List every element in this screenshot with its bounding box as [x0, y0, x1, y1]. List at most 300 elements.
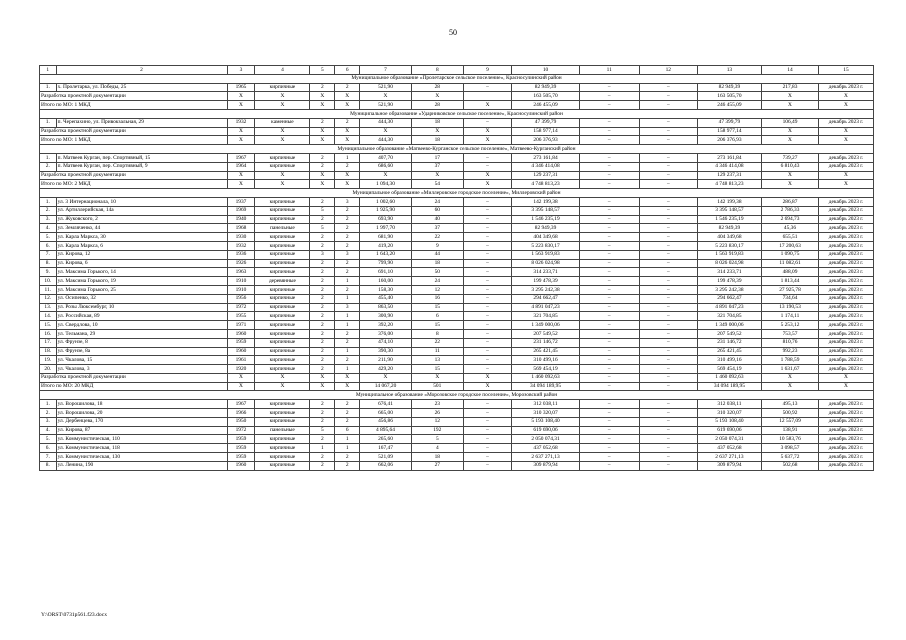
- table-cell: 2: [310, 356, 335, 365]
- table-cell: каменные: [255, 118, 310, 127]
- table-row: [40, 224, 874, 233]
- table-cell: 37: [411, 224, 463, 233]
- design-docs-value: X: [818, 127, 873, 136]
- table-cell: 2.: [40, 206, 57, 215]
- table-cell: 1960: [227, 347, 255, 356]
- table-cell: –: [463, 356, 512, 365]
- table-cell: 1960: [227, 461, 255, 470]
- design-docs-row: [40, 373, 874, 382]
- design-docs-value: X: [411, 171, 463, 180]
- table-cell: 2: [335, 338, 360, 347]
- table-cell: 5 193 108,40: [512, 417, 579, 426]
- table-cell: 1961: [227, 356, 255, 365]
- table-cell: 12 557,09: [762, 417, 819, 426]
- table-cell: декабрь 2023 г.: [818, 241, 873, 250]
- total-value: 206 376,93: [697, 136, 761, 145]
- total-value: X: [762, 382, 819, 391]
- total-value: –: [579, 136, 639, 145]
- table-cell: декабрь 2023 г.: [818, 303, 873, 312]
- table-cell: 17: [411, 153, 463, 162]
- table-cell: –: [463, 268, 512, 277]
- table-cell: 7.: [40, 250, 57, 259]
- table-cell: 1: [335, 435, 360, 444]
- table-cell: –: [463, 321, 512, 330]
- table-cell: –: [463, 294, 512, 303]
- table-cell: 9.: [40, 268, 57, 277]
- table-cell: кирпичные: [255, 435, 310, 444]
- address-cell: ул. Чкалова, 15: [56, 356, 227, 365]
- design-docs-value: X: [360, 127, 412, 136]
- total-value: X: [227, 382, 255, 391]
- total-value: X: [255, 180, 310, 189]
- table-cell: –: [463, 277, 512, 286]
- address-cell: ул. Земляченко, 44: [56, 224, 227, 233]
- table-cell: –: [639, 356, 697, 365]
- table-cell: 28: [411, 83, 463, 92]
- address-cell: ул. Кирова, 12: [56, 250, 227, 259]
- table-cell: 3 295 242,38: [512, 285, 579, 294]
- design-docs-value: X: [310, 92, 335, 101]
- table-cell: 82 949,39: [697, 83, 761, 92]
- section-title: Муниципальное образование «Миллеровское городское поселение», Миллеровский район: [40, 189, 874, 198]
- table-cell: –: [463, 285, 512, 294]
- table-cell: 1.: [40, 400, 57, 409]
- table-cell: –: [463, 215, 512, 224]
- design-docs-value: –: [579, 92, 639, 101]
- table-cell: 4 891 047,23: [512, 303, 579, 312]
- table-cell: 2: [310, 162, 335, 171]
- table-cell: 10.: [40, 277, 57, 286]
- table-cell: кирпичные: [255, 285, 310, 294]
- table-cell: –: [579, 233, 639, 242]
- table-cell: 312 038,11: [697, 400, 761, 409]
- table-cell: 8.: [40, 259, 57, 268]
- table-cell: 18: [411, 118, 463, 127]
- table-cell: 2 050 074,31: [697, 435, 761, 444]
- table-cell: 1 925,90: [360, 206, 412, 215]
- table-cell: 207 549,52: [697, 329, 761, 338]
- table-cell: –: [579, 409, 639, 418]
- table-cell: 2: [335, 83, 360, 92]
- table-cell: –: [639, 241, 697, 250]
- table-row: [40, 118, 874, 127]
- table-cell: 286,87: [762, 197, 819, 206]
- table-row: [40, 453, 874, 462]
- table-row: [40, 268, 874, 277]
- table-cell: 47 399,79: [697, 118, 761, 127]
- design-docs-value: X: [227, 373, 255, 382]
- total-value: 34 094 189,95: [512, 382, 579, 391]
- table-cell: 456,86: [360, 417, 412, 426]
- design-docs-value: X: [411, 373, 463, 382]
- table-cell: декабрь 2023 г.: [818, 347, 873, 356]
- section-title: Муниципальное образование «Морозовское городское поселение», Морозовский район: [40, 391, 874, 400]
- table-cell: 2: [310, 409, 335, 418]
- table-cell: –: [639, 365, 697, 374]
- table-cell: декабрь 2023 г.: [818, 224, 873, 233]
- table-cell: 158,30: [360, 285, 412, 294]
- table-cell: 2: [310, 400, 335, 409]
- table-cell: 142 199,38: [697, 197, 761, 206]
- table-cell: 2: [335, 259, 360, 268]
- table-cell: 2: [310, 285, 335, 294]
- table-cell: 17 200,63: [762, 241, 819, 250]
- table-cell: –: [463, 338, 512, 347]
- total-value: X: [255, 382, 310, 391]
- table-cell: 734,64: [762, 294, 819, 303]
- total-value: –: [639, 136, 697, 145]
- table-cell: 211,90: [360, 356, 412, 365]
- table-cell: 2: [310, 118, 335, 127]
- table-cell: 681,90: [360, 233, 412, 242]
- table-cell: 2: [335, 417, 360, 426]
- table-cell: декабрь 2023 г.: [818, 365, 873, 374]
- table-cell: 23: [411, 400, 463, 409]
- table-cell: 82 949,39: [512, 83, 579, 92]
- table-cell: –: [579, 347, 639, 356]
- table-cell: кирпичные: [255, 329, 310, 338]
- table-cell: 3: [335, 303, 360, 312]
- table-cell: 1.: [40, 153, 57, 162]
- table-cell: 655,51: [762, 233, 819, 242]
- section-header-row: [40, 74, 874, 83]
- total-value: X: [463, 136, 512, 145]
- table-cell: кирпичные: [255, 417, 310, 426]
- table-cell: 2: [310, 197, 335, 206]
- table-cell: 4 895,64: [360, 426, 412, 435]
- table-cell: –: [463, 259, 512, 268]
- table-cell: декабрь 2023 г.: [818, 250, 873, 259]
- table-cell: 2: [310, 347, 335, 356]
- design-docs-value: X: [335, 373, 360, 382]
- design-docs-value: X: [762, 373, 819, 382]
- table-cell: 569 454,19: [512, 365, 579, 374]
- table-cell: –: [579, 338, 639, 347]
- design-docs-row: [40, 127, 874, 136]
- table-cell: 4.: [40, 426, 57, 435]
- design-docs-value: X: [335, 127, 360, 136]
- table-cell: 376,00: [360, 329, 412, 338]
- table-cell: 500,92: [762, 409, 819, 418]
- table-cell: 47 399,79: [512, 118, 579, 127]
- table-cell: –: [579, 321, 639, 330]
- table-cell: 10 583,76: [762, 435, 819, 444]
- table-cell: 50: [411, 268, 463, 277]
- table-cell: 1: [335, 321, 360, 330]
- design-docs-value: –: [639, 373, 697, 382]
- table-cell: 2: [335, 356, 360, 365]
- total-value: 521,90: [360, 101, 412, 110]
- table-cell: 665,00: [360, 409, 412, 418]
- table-cell: 1968: [227, 224, 255, 233]
- table-cell: 27 925,78: [762, 285, 819, 294]
- table-cell: 2 694,73: [762, 215, 819, 224]
- table-row: [40, 409, 874, 418]
- table-cell: кирпичные: [255, 347, 310, 356]
- table-cell: 1967: [227, 400, 255, 409]
- table-cell: декабрь 2023 г.: [818, 444, 873, 453]
- table-cell: кирпичные: [255, 215, 310, 224]
- table-cell: 4.: [40, 224, 57, 233]
- address-cell: ул. Коммунистическая, 130: [56, 453, 227, 462]
- table-cell: 429,20: [360, 365, 412, 374]
- table-cell: 309 879,94: [512, 461, 579, 470]
- table-cell: 310 499,16: [697, 356, 761, 365]
- table-cell: –: [639, 215, 697, 224]
- table-cell: 1: [335, 444, 360, 453]
- table-cell: 992,23: [762, 347, 819, 356]
- table-cell: 321 704,85: [512, 312, 579, 321]
- table-cell: 24: [411, 197, 463, 206]
- total-value: X: [818, 382, 873, 391]
- table-cell: 1 349 000,06: [512, 321, 579, 330]
- design-docs-value: 1 460 092,63: [697, 373, 761, 382]
- table-cell: 1 174,11: [762, 312, 819, 321]
- design-docs-value: –: [579, 171, 639, 180]
- table-cell: 6.: [40, 241, 57, 250]
- table-cell: –: [579, 444, 639, 453]
- table-cell: 2: [310, 321, 335, 330]
- table-cell: –: [639, 453, 697, 462]
- table-cell: декабрь 2023 г.: [818, 461, 873, 470]
- table-cell: 6 810,43: [762, 162, 819, 171]
- column-number: 11: [579, 66, 639, 75]
- column-number: 3: [227, 66, 255, 75]
- table-cell: –: [579, 250, 639, 259]
- design-docs-value: X: [463, 171, 512, 180]
- table-cell: кирпичные: [255, 268, 310, 277]
- table-cell: 8: [411, 329, 463, 338]
- table-cell: 1920: [227, 365, 255, 374]
- table-cell: 2: [310, 233, 335, 242]
- table-cell: 2: [335, 461, 360, 470]
- table-cell: –: [639, 435, 697, 444]
- table-cell: 37: [411, 162, 463, 171]
- table-cell: 619 690,06: [697, 426, 761, 435]
- table-cell: 676,41: [360, 400, 412, 409]
- table-cell: –: [579, 83, 639, 92]
- table-cell: 392,20: [360, 321, 412, 330]
- design-docs-value: 1 460 092,63: [512, 373, 579, 382]
- column-number: 9: [463, 66, 512, 75]
- table-cell: –: [639, 206, 697, 215]
- table-row: [40, 356, 874, 365]
- table-cell: 1950: [227, 417, 255, 426]
- table-cell: –: [463, 224, 512, 233]
- table-cell: –: [639, 250, 697, 259]
- design-docs-value: X: [762, 127, 819, 136]
- table-cell: –: [639, 285, 697, 294]
- total-value: 28: [411, 101, 463, 110]
- table-cell: –: [639, 197, 697, 206]
- table-row: [40, 400, 874, 409]
- table-cell: 13: [411, 356, 463, 365]
- table-cell: 1930: [227, 233, 255, 242]
- total-value: –: [579, 382, 639, 391]
- table-cell: декабрь 2023 г.: [818, 268, 873, 277]
- table-cell: –: [579, 162, 639, 171]
- table-cell: 1956: [227, 294, 255, 303]
- table-cell: кирпичные: [255, 303, 310, 312]
- table-cell: 1926: [227, 259, 255, 268]
- section-header-row: [40, 109, 874, 118]
- section-header-row: [40, 189, 874, 198]
- table-cell: 310 499,16: [512, 356, 579, 365]
- table-row: [40, 241, 874, 250]
- address-cell: х. Пролетарка, ул. Победы, 25: [56, 83, 227, 92]
- table-cell: 1 813,44: [762, 277, 819, 286]
- design-docs-value: X: [411, 127, 463, 136]
- table-cell: 2: [310, 294, 335, 303]
- table-cell: декабрь 2023 г.: [818, 312, 873, 321]
- table-cell: 13 190,53: [762, 303, 819, 312]
- design-docs-value: X: [411, 92, 463, 101]
- table-cell: 1 546 235,19: [512, 215, 579, 224]
- table-cell: 2: [310, 259, 335, 268]
- design-docs-value: X: [310, 373, 335, 382]
- total-value: 444,30: [360, 136, 412, 145]
- table-cell: 1971: [227, 321, 255, 330]
- table-cell: 1936: [227, 250, 255, 259]
- table-cell: декабрь 2023 г.: [818, 321, 873, 330]
- table-cell: –: [463, 312, 512, 321]
- table-cell: –: [463, 444, 512, 453]
- table-cell: 2: [310, 453, 335, 462]
- table-cell: декабрь 2023 г.: [818, 83, 873, 92]
- table-cell: декабрь 2023 г.: [818, 294, 873, 303]
- table-cell: –: [579, 356, 639, 365]
- table-cell: 18: [411, 453, 463, 462]
- table-cell: –: [639, 461, 697, 470]
- table-cell: –: [463, 461, 512, 470]
- address-cell: ул. Чкалова, 3: [56, 365, 227, 374]
- design-docs-value: X: [762, 171, 819, 180]
- table-cell: 2: [310, 215, 335, 224]
- table-cell: кирпичные: [255, 241, 310, 250]
- design-docs-value: X: [227, 127, 255, 136]
- table-cell: 2: [335, 224, 360, 233]
- table-cell: 12.: [40, 294, 57, 303]
- table-cell: 2.: [40, 162, 57, 171]
- table-cell: кирпичные: [255, 461, 310, 470]
- table-cell: 312 038,11: [512, 400, 579, 409]
- table-cell: 5: [310, 426, 335, 435]
- table-cell: –: [463, 426, 512, 435]
- table-cell: 294 662,47: [512, 294, 579, 303]
- table-cell: 1: [335, 365, 360, 374]
- design-docs-value: –: [579, 373, 639, 382]
- design-docs-value: X: [818, 171, 873, 180]
- table-cell: 1965: [227, 83, 255, 92]
- design-docs-value: –: [639, 171, 697, 180]
- total-value: X: [310, 180, 335, 189]
- table-cell: 106,49: [762, 118, 819, 127]
- table-cell: –: [579, 417, 639, 426]
- table-cell: 2: [310, 365, 335, 374]
- design-docs-label: Разработка проектной документации: [40, 373, 228, 382]
- total-value: X: [227, 101, 255, 110]
- table-cell: –: [463, 162, 512, 171]
- table-cell: –: [639, 347, 697, 356]
- table-cell: –: [639, 268, 697, 277]
- table-cell: кирпичные: [255, 365, 310, 374]
- table-cell: кирпичные: [255, 409, 310, 418]
- column-number: 10: [512, 66, 579, 75]
- design-docs-value: X: [762, 92, 819, 101]
- design-docs-value: X: [310, 127, 335, 136]
- design-docs-value: X: [463, 127, 512, 136]
- table-cell: кирпичные: [255, 453, 310, 462]
- table-cell: 2: [310, 83, 335, 92]
- table-cell: 502,68: [762, 461, 819, 470]
- table-cell: 6.: [40, 444, 57, 453]
- total-row: [40, 180, 874, 189]
- total-value: –: [579, 101, 639, 110]
- table-cell: кирпичные: [255, 250, 310, 259]
- address-cell: ул. Дербенцева, 170: [56, 417, 227, 426]
- table-cell: –: [639, 224, 697, 233]
- table-cell: декабрь 2023 г.: [818, 435, 873, 444]
- table-cell: 273 161,84: [697, 153, 761, 162]
- table-cell: 18.: [40, 347, 57, 356]
- table-cell: –: [463, 241, 512, 250]
- table-cell: кирпичные: [255, 197, 310, 206]
- table-cell: 309 879,94: [697, 461, 761, 470]
- table-cell: декабрь 2023 г.: [818, 233, 873, 242]
- table-cell: 19.: [40, 356, 57, 365]
- table-cell: 619 690,06: [512, 426, 579, 435]
- table-cell: 2: [335, 162, 360, 171]
- table-cell: кирпичные: [255, 153, 310, 162]
- table-cell: 662,06: [360, 461, 412, 470]
- total-value: 4 748 813,23: [697, 180, 761, 189]
- table-cell: 231 146,72: [512, 338, 579, 347]
- total-label: Итого по МО: 2 МКД: [40, 180, 228, 189]
- table-cell: 15.: [40, 321, 57, 330]
- table-cell: 2: [310, 312, 335, 321]
- table-cell: 1967: [227, 153, 255, 162]
- table-row: [40, 250, 874, 259]
- table-cell: декабрь 2023 г.: [818, 329, 873, 338]
- table-cell: 6: [411, 312, 463, 321]
- table-cell: 863,50: [360, 303, 412, 312]
- table-cell: 488,09: [762, 268, 819, 277]
- table-cell: 5: [310, 206, 335, 215]
- address-cell: ул. Карла Маркса, 30: [56, 233, 227, 242]
- table-cell: 2: [335, 409, 360, 418]
- table-cell: 11.: [40, 285, 57, 294]
- table-cell: 217,83: [762, 83, 819, 92]
- table-cell: –: [579, 118, 639, 127]
- table-cell: 16: [411, 294, 463, 303]
- table-cell: 1959: [227, 435, 255, 444]
- page-number: 50: [449, 28, 457, 37]
- table-cell: 1959: [227, 338, 255, 347]
- design-docs-value: X: [255, 127, 310, 136]
- table-row: [40, 461, 874, 470]
- table-cell: декабрь 2023 г.: [818, 426, 873, 435]
- table-cell: 1: [310, 444, 335, 453]
- design-docs-value: X: [255, 171, 310, 180]
- table-cell: 1.: [40, 83, 57, 92]
- table-cell: декабрь 2023 г.: [818, 285, 873, 294]
- table-cell: кирпичные: [255, 294, 310, 303]
- table-cell: 2: [335, 285, 360, 294]
- table-cell: –: [463, 233, 512, 242]
- design-docs-value: X: [227, 171, 255, 180]
- total-value: X: [463, 382, 512, 391]
- table-cell: 2 637 271,13: [697, 453, 761, 462]
